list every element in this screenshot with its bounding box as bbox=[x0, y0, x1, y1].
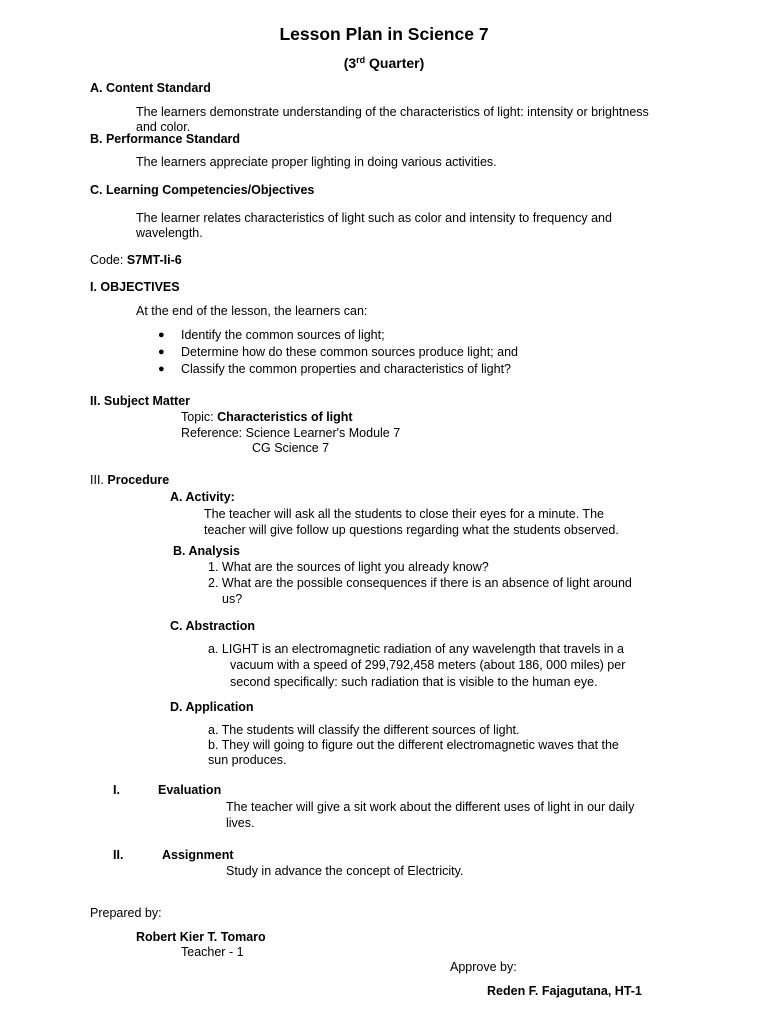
performance-standard-heading: B. Performance Standard bbox=[90, 132, 241, 146]
evaluation-line-1: The teacher will give a sit work about the different uses of light in our daily bbox=[226, 800, 635, 814]
competencies-text: The learner relates characteristics of light such as color and intensity to frequency and wavelength. bbox=[136, 211, 612, 240]
code-line bbox=[90, 253, 182, 268]
objectives-intro: At the end of the lesson, the learners can: bbox=[136, 304, 368, 318]
assignment-text: Study in advance the concept of Electricity. bbox=[226, 864, 464, 878]
subtitle-close: Quarter) bbox=[365, 55, 425, 71]
bullet-icon: ● bbox=[158, 363, 165, 375]
preparer-name: Robert Kier T. Tomaro bbox=[136, 930, 266, 944]
analysis-question-2-line-2: us? bbox=[222, 592, 243, 606]
content-standard-text: The learners demonstrate understanding of the characteristics of light: intensity or brightness and color. bbox=[136, 105, 649, 134]
competencies-heading: C. Learning Competencies/Objectives bbox=[90, 183, 315, 197]
code-label: Code: bbox=[90, 253, 127, 267]
objective-item: Determine how do these common sources produce light; and bbox=[181, 345, 518, 359]
activity-line-1: The teacher will ask all the students to close their eyes for a minute. The bbox=[204, 507, 604, 521]
bullet-icon: ● bbox=[158, 329, 165, 341]
abstraction-line-1: a. LIGHT is an electromagnetic radiation of any wavelength that travels in a bbox=[208, 642, 624, 656]
bullet-icon: ● bbox=[158, 346, 165, 358]
activity-line-2: teacher will give follow up questions regarding what the students observed. bbox=[204, 523, 619, 537]
procedure-heading bbox=[90, 473, 169, 488]
application-item-a: a. The students will classify the different sources of light. bbox=[208, 723, 520, 737]
abstraction-line-2: vacuum with a speed of 299,792,458 meters (about 186, 000 miles) per bbox=[230, 658, 626, 672]
analysis-question-1: 1. What are the sources of light you already know? bbox=[208, 560, 489, 574]
page-title: Lesson Plan in Science 7 bbox=[279, 24, 489, 44]
prepared-by-label: Prepared by: bbox=[90, 906, 162, 920]
performance-standard-text: The learners appreciate proper lighting in doing various activities. bbox=[136, 155, 497, 169]
objective-item: Classify the common properties and characteristics of light? bbox=[181, 362, 512, 376]
subtitle-open: (3 bbox=[343, 55, 357, 71]
analysis-question-2-line-1: 2. What are the possible consequences if there is an absence of light around bbox=[208, 576, 632, 590]
procedure-title: Procedure bbox=[107, 473, 170, 487]
assignment-heading: Assignment bbox=[162, 848, 234, 862]
evaluation-heading: Evaluation bbox=[158, 783, 222, 797]
objective-item: Identify the common sources of light; bbox=[181, 328, 385, 342]
assignment-numeral: II. bbox=[113, 848, 124, 862]
topic-line bbox=[181, 410, 353, 425]
evaluation-line-2: lives. bbox=[226, 816, 255, 830]
content-standard-heading: A. Content Standard bbox=[90, 81, 211, 95]
analysis-heading: B. Analysis bbox=[173, 544, 240, 558]
subtitle-superscript: rd bbox=[356, 55, 366, 65]
preparer-role: Teacher - 1 bbox=[181, 945, 244, 959]
approver-name: Reden F. Fajagutana, HT-1 bbox=[487, 984, 642, 998]
procedure-prefix: III. bbox=[90, 473, 108, 487]
evaluation-numeral: I. bbox=[113, 783, 120, 797]
activity-heading: A. Activity: bbox=[170, 490, 235, 504]
topic-label: Topic: bbox=[181, 410, 218, 424]
application-item-b-line-1: b. They will going to figure out the different electromagnetic waves that the bbox=[208, 738, 619, 752]
approved-by-label: Approve by: bbox=[450, 960, 517, 974]
application-item-b-line-2: sun produces. bbox=[208, 753, 287, 767]
application-heading: D. Application bbox=[170, 700, 254, 714]
objectives-heading: I. OBJECTIVES bbox=[90, 280, 180, 294]
code-value: S7MT-Ii-6 bbox=[126, 253, 182, 267]
reference-line-2: CG Science 7 bbox=[252, 441, 330, 455]
topic-value: Characteristics of light bbox=[217, 410, 353, 424]
subject-matter-heading: II. Subject Matter bbox=[90, 394, 191, 408]
reference-line-1: Reference: Science Learner's Module 7 bbox=[181, 426, 401, 440]
abstraction-line-3: second specifically: such radiation that is visible to the human eye. bbox=[230, 675, 598, 689]
abstraction-heading: C. Abstraction bbox=[170, 619, 255, 633]
page-subtitle bbox=[0, 54, 768, 72]
